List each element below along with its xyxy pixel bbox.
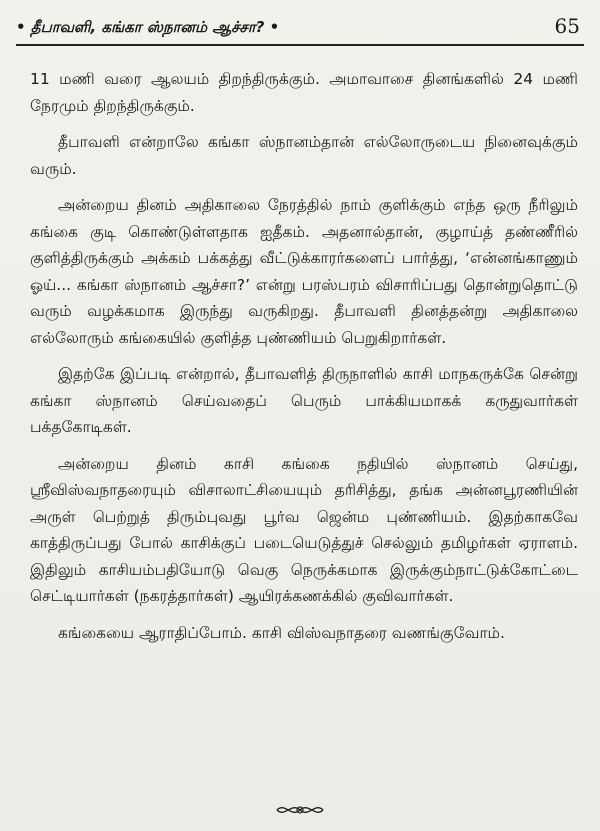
body-text bbox=[30, 66, 578, 656]
paragraph bbox=[30, 620, 578, 647]
paragraph-text: கங்கையை ஆராதிப்போம். காசி விஸ்வநாதரை வணங்குவோம். bbox=[58, 623, 505, 642]
paragraph bbox=[30, 361, 578, 441]
running-header bbox=[16, 10, 584, 46]
knot-ornament-icon bbox=[275, 801, 325, 819]
paragraph bbox=[30, 66, 578, 119]
paragraph-text: அன்றைய தினம் அதிகாலை நேரத்தில் நாம் குளிக்கும் எந்த ஒரு நீரிலும் கங்கை குடி கொண்டுள்ளதாக ஐதீகம். அதனால்தான், குழாய்த் தண்ணீரில் குளித்திருக்கும் அக்கம் பக்கத்து வீட்டுக்காரர்களைப் பார்த்து, ‘என்னங்காணும் ஓய்... கங்கா ஸ்நானம் ஆச்சா?’ என்று பரஸ்பரம் விசாரிப்பது தொன்றுதொட்டு வரும் வழக்கமாக இருந்து வருகிறது. தீபாவளி தினத்தன்று அதிகாலை எல்லோரும் கங்கையில் குளித்த புண்ணியம் பெறுகிறார்கள். bbox=[30, 196, 578, 347]
paragraph bbox=[30, 451, 578, 610]
page-number: 65 bbox=[554, 14, 580, 38]
chapter-title: • தீபாவளி, கங்கா ஸ்நானம் ஆச்சா? • bbox=[16, 18, 280, 36]
paragraph bbox=[30, 129, 578, 182]
paragraph bbox=[30, 192, 578, 351]
paragraph-text: இதற்கே இப்படி என்றால், தீபாவளித் திருநாளில் காசி மாநகருக்கே சென்று கங்கா ஸ்நானம் செய்வதைப் பெரும் பாக்கியமாகக் கருதுவார்கள் பக்தகோடிகள். bbox=[30, 365, 578, 436]
paragraph-text: தீபாவளி என்றாலே கங்கா ஸ்நானம்தான் எல்லோருடைய நினைவுக்கும் வரும். bbox=[30, 133, 578, 178]
paragraph-text: 11 மணி வரை ஆலயம் திறந்திருக்கும். அமாவாசை தினங்களில் 24 மணி நேரமும் திறந்திருக்கும். bbox=[30, 70, 578, 115]
paragraph-text: அன்றைய தினம் காசி கங்கை நதியில் ஸ்நானம் செய்து, ஸ்ரீவிஸ்வநாதரையும் விசாலாட்சியையும் தரிசித்து, தங்க அன்னபூரணியின் அருள் பெற்றுத் திரும்புவது பூர்வ ஜென்ம புண்ணியம். இதற்காகவே காத்திருப்பது போல் காசிக்குப் படையெடுத்துச் செல்லும் தமிழர்கள் ஏராளம். இதிலும் காசியம்பதியோடு வெகு நெருக்கமாக இருக்கும்நாட்டுக்கோட்டை செட்டியார்கள் (நகரத்தார்கள்) ஆயிரக்கணக்கில் குவிவார்கள். bbox=[30, 454, 578, 605]
